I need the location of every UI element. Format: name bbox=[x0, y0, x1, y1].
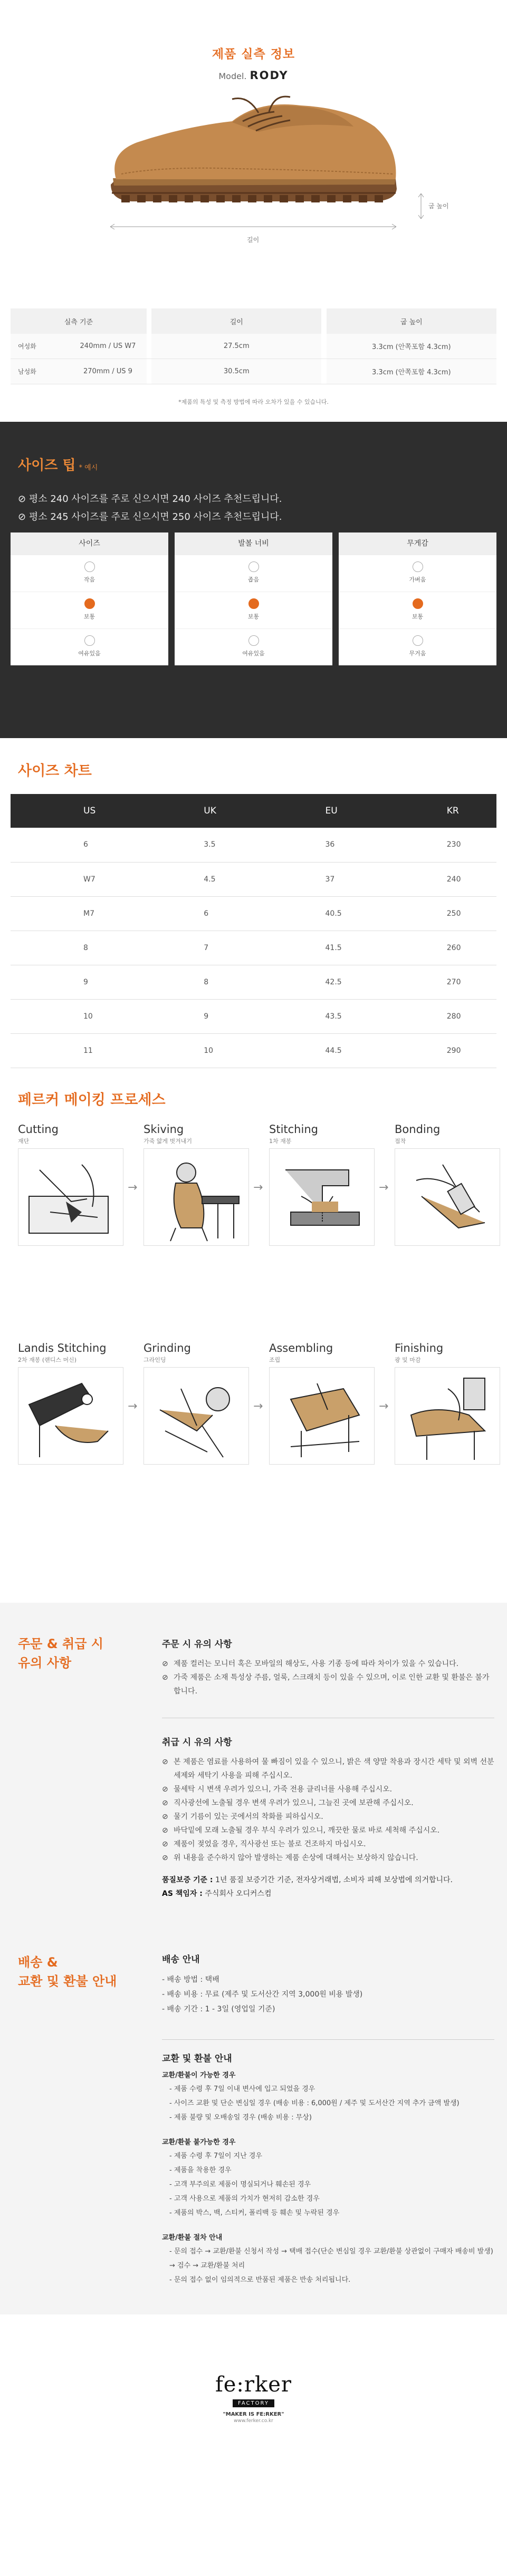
table-row bbox=[11, 965, 496, 999]
size-cell: 9 bbox=[132, 999, 253, 1033]
list-item: - 사이즈 교환 및 단순 변심일 경우 (배송 비용 : 6,000원 / 제주 및 도서산간 지역 추가 금액 발생) bbox=[169, 2099, 460, 2107]
step-title: Grinding bbox=[144, 1342, 191, 1354]
list-item: ⊘ 제품이 젖었을 경우, 직사광선 또는 불로 건조하지 마십시오. bbox=[162, 1837, 494, 1851]
size-cell: 7 bbox=[132, 931, 253, 965]
size-cell: 37 bbox=[254, 862, 375, 896]
arrow-icon: → bbox=[253, 1400, 263, 1413]
size-cell: 40.5 bbox=[254, 896, 375, 931]
tip-box-size bbox=[11, 532, 168, 665]
tip-box-header: 사이즈 bbox=[11, 532, 168, 555]
check-circle-icon: ⊘ bbox=[18, 493, 26, 505]
row-base: 240mm / US W7 bbox=[69, 334, 147, 359]
row-heel: 3.3cm (안쪽포함 4.3cm) bbox=[327, 334, 496, 359]
size-cell: 250 bbox=[375, 896, 496, 931]
handling-notice-title: 취급 시 유의 사항 bbox=[162, 1737, 232, 1748]
possible-title: 교환/환불이 가능한 경우 bbox=[162, 2071, 236, 2079]
tip-box-weight bbox=[339, 532, 496, 665]
refund-info bbox=[162, 2051, 494, 2287]
step-title: Skiving bbox=[144, 1123, 184, 1136]
size-cell: 41.5 bbox=[254, 931, 375, 965]
list-item: ⊘ 본 제품은 염료를 사용하여 물 빠짐이 있을 수 있으니, 밝은 색 양말 착용과 장시간 세탁 및 외벽 선분 세제와 세탁기 사용을 피해 주십시오. bbox=[162, 1755, 494, 1783]
shoe-illustration bbox=[100, 90, 406, 216]
grinding-illustration bbox=[144, 1367, 249, 1465]
warranty-line: 품질보증 기준 : 1년 품질 보증기간 기준, 전자상거래법, 소비자 피해 보상법에 의거합니다. bbox=[162, 1876, 453, 1884]
tip-option[interactable] bbox=[11, 555, 168, 592]
measurement-header bbox=[0, 0, 507, 82]
tip-option-label: 좁음 bbox=[247, 576, 260, 583]
list-item: - 제품을 착용한 경우 bbox=[169, 2166, 232, 2174]
as-contact-line: AS 책임자 : 주식회사 오디커스컴 bbox=[162, 1890, 272, 1898]
size-cell: 280 bbox=[375, 999, 496, 1033]
heel-label: 굽 높이 bbox=[428, 202, 449, 210]
radio-circle-icon bbox=[413, 561, 423, 572]
step-title: Cutting bbox=[18, 1123, 59, 1136]
shipping-title: 배송 & 교환 및 환불 안내 bbox=[18, 1955, 117, 1989]
size-chart-header-row bbox=[11, 794, 496, 828]
process-step-skiving bbox=[144, 1123, 249, 1246]
brand-tagline: "MAKER IS FE:RKER" bbox=[223, 2412, 284, 2417]
size-chart-header: UK bbox=[132, 794, 253, 828]
list-item: ⊘ 물기 기름이 있는 곳에서의 착화를 피하십시오. bbox=[162, 1810, 494, 1824]
size-cell: 6 bbox=[132, 896, 253, 931]
step-subtitle: 광 및 마감 bbox=[395, 1357, 421, 1363]
tip-option-label: 작음 bbox=[83, 576, 95, 583]
process-step-grinding bbox=[144, 1342, 249, 1465]
list-item: ⊘ 위 내용을 준수하지 않아 발생하는 제품 손상에 대해서는 보상하지 않습니다. bbox=[162, 1851, 494, 1865]
list-item: ⊘ 직사광선에 노출될 경우 변색 우려가 있으니, 그늘진 곳에 보관해 주십시오. bbox=[162, 1796, 494, 1810]
heel-arrow bbox=[416, 192, 426, 220]
size-cell: 8 bbox=[11, 931, 132, 965]
table-row bbox=[11, 862, 496, 896]
arrow-icon: → bbox=[379, 1181, 389, 1194]
list-item: - 제품 수령 후 7일 이내 변사에 입고 되었을 경우 bbox=[169, 2085, 315, 2093]
size-cell: 270 bbox=[375, 965, 496, 999]
size-chart-header: KR bbox=[375, 794, 496, 828]
size-chart-section bbox=[0, 738, 507, 1081]
size-cell: 290 bbox=[375, 1033, 496, 1068]
shipping-section bbox=[0, 1945, 507, 2314]
care-title: 주문 & 취급 시 유의 사항 bbox=[18, 1636, 103, 1670]
tip-option[interactable] bbox=[175, 628, 332, 665]
size-cell: 42.5 bbox=[254, 965, 375, 999]
row-gender: 여성화 bbox=[11, 334, 69, 359]
list-item: - 제품 수령 후 7일이 지난 경우 bbox=[169, 2152, 262, 2160]
check-circle-icon: ⊘ bbox=[162, 1673, 168, 1682]
radio-circle-icon bbox=[248, 635, 259, 646]
size-chart-header: US bbox=[11, 794, 132, 828]
check-circle-icon: ⊘ bbox=[18, 511, 26, 522]
finishing-illustration bbox=[395, 1367, 500, 1465]
check-circle-icon: ⊘ bbox=[162, 1758, 168, 1766]
table-row bbox=[11, 896, 496, 931]
radio-circle-icon bbox=[84, 561, 95, 572]
process-step-landis-stitching bbox=[18, 1342, 123, 1465]
step-subtitle: 조립 bbox=[269, 1357, 281, 1363]
list-item: - 문의 접수 없이 임의적으로 반품된 제품은 반송 처리됩니다. bbox=[169, 2276, 351, 2284]
check-circle-icon: ⊘ bbox=[162, 1854, 168, 1862]
process-step-assembling bbox=[269, 1342, 375, 1465]
size-cell: 10 bbox=[11, 999, 132, 1033]
order-notice bbox=[162, 1636, 494, 1698]
size-tip-title: 사이즈 팁 * 예시 bbox=[18, 458, 98, 473]
tip-option-label: 보통 bbox=[412, 613, 424, 620]
size-cell: 230 bbox=[375, 828, 496, 862]
tip-option[interactable] bbox=[339, 592, 496, 628]
radio-circle-icon bbox=[84, 635, 95, 646]
procedure-title: 교환/환불 절차 안내 bbox=[162, 2234, 223, 2242]
step-subtitle: 2차 재봉 (랜디스 머신) bbox=[18, 1357, 77, 1363]
size-chart-header: EU bbox=[254, 794, 375, 828]
size-cell: 4.5 bbox=[132, 862, 253, 896]
tip-option-label: 여유있음 bbox=[78, 650, 101, 657]
making-process-section bbox=[0, 1081, 507, 1603]
check-circle-icon: ⊘ bbox=[162, 1813, 168, 1821]
delivery-info bbox=[162, 1952, 494, 2017]
process-step-bonding bbox=[395, 1123, 500, 1246]
logo-subtext: FACTORY bbox=[233, 2399, 274, 2407]
tip-option-label: 무거움 bbox=[409, 650, 426, 657]
length-arrow bbox=[108, 221, 398, 232]
size-tip-line: ⊘ 평소 245 사이즈를 주로 신으시면 250 사이즈 추천드립니다. bbox=[18, 511, 282, 522]
size-chart-title: 사이즈 차트 bbox=[18, 763, 92, 779]
tip-option[interactable] bbox=[339, 555, 496, 592]
measurement-section bbox=[0, 0, 507, 422]
measurement-header-length: 길이 bbox=[151, 308, 321, 334]
handling-notice bbox=[162, 1735, 494, 1901]
list-item: - 배송 비용 : 무료 (제주 및 도서산간 지역 3,000원 비용 발생) bbox=[162, 1990, 363, 1999]
list-item: ⊘ 가죽 제품은 소재 특성상 주름, 얼룩, 스크래치 등이 있을 수 있으며, 이로 인한 교환 및 환불은 불가합니다. bbox=[162, 1671, 494, 1698]
measurement-row-men bbox=[11, 359, 496, 384]
size-cell: 3.5 bbox=[132, 828, 253, 862]
shoe-image bbox=[100, 90, 406, 216]
step-title: Bonding bbox=[395, 1123, 441, 1136]
measurement-header-heel: 굽 높이 bbox=[327, 308, 496, 334]
tip-option[interactable] bbox=[339, 628, 496, 665]
assembling-illustration bbox=[269, 1367, 375, 1465]
row-base: 270mm / US 9 bbox=[69, 359, 147, 384]
size-cell: 11 bbox=[11, 1033, 132, 1068]
radio-selected-icon bbox=[248, 598, 259, 609]
tip-option-label: 가벼움 bbox=[409, 576, 426, 583]
size-cell: 9 bbox=[11, 965, 132, 999]
skiving-illustration bbox=[144, 1148, 249, 1246]
tip-option-label: 보통 bbox=[83, 613, 95, 620]
tip-option[interactable] bbox=[11, 592, 168, 628]
footer-section bbox=[0, 2314, 507, 2444]
step-subtitle: 가죽 얇게 벗겨내기 bbox=[144, 1138, 193, 1145]
size-cell: W7 bbox=[11, 862, 132, 896]
bonding-illustration bbox=[395, 1148, 500, 1246]
brand-url[interactable]: www.ferker.co.kr bbox=[234, 2418, 273, 2424]
size-tip-line: ⊘ 평소 240 사이즈를 주로 신으시면 240 사이즈 추천드립니다. bbox=[18, 493, 282, 505]
list-item: ⊘ 물세탁 시 변색 우려가 있으니, 가죽 전용 클리너를 사용해 주십시오. bbox=[162, 1783, 494, 1796]
table-row bbox=[11, 999, 496, 1033]
size-cell: 260 bbox=[375, 931, 496, 965]
step-subtitle: 접착 bbox=[395, 1138, 406, 1145]
check-circle-icon: ⊘ bbox=[162, 1660, 168, 1668]
list-item: - 고객 사용으로 제품의 가치가 현저히 감소한 경우 bbox=[169, 2195, 320, 2203]
step-title: Stitching bbox=[269, 1123, 318, 1136]
delivery-title: 배송 안내 bbox=[162, 1954, 200, 1965]
radio-circle-icon bbox=[413, 635, 423, 646]
tip-option[interactable] bbox=[11, 628, 168, 665]
tip-box-width bbox=[175, 532, 332, 665]
step-subtitle: 재단 bbox=[18, 1138, 30, 1145]
logo-text: fe:rker bbox=[215, 2372, 292, 2397]
model-name: RODY bbox=[250, 69, 289, 82]
row-length: 27.5cm bbox=[151, 334, 321, 359]
measurement-row-women bbox=[11, 334, 496, 359]
check-circle-icon: ⊘ bbox=[162, 1840, 168, 1848]
step-subtitle: 1차 재봉 bbox=[269, 1138, 292, 1145]
size-cell: 8 bbox=[132, 965, 253, 999]
size-cell: 240 bbox=[375, 862, 496, 896]
care-notice-section bbox=[0, 1603, 507, 1945]
size-cell: 44.5 bbox=[254, 1033, 375, 1068]
list-item: - 제품의 박스, 백, 스티커, 폴리백 등 훼손 및 누락된 경우 bbox=[169, 2209, 340, 2217]
size-cell: 10 bbox=[132, 1033, 253, 1068]
row-length: 30.5cm bbox=[151, 359, 321, 384]
step-title: Finishing bbox=[395, 1342, 444, 1354]
table-row bbox=[11, 1033, 496, 1068]
cutting-illustration bbox=[18, 1148, 123, 1246]
list-item: - 고객 부주의로 제품이 명실되거나 훼손된 경우 bbox=[169, 2181, 311, 2188]
step-subtitle: 그라인딩 bbox=[144, 1357, 166, 1363]
table-row bbox=[11, 931, 496, 965]
brand-logo bbox=[0, 2372, 507, 2424]
model-line bbox=[0, 69, 507, 82]
arrow-icon: → bbox=[253, 1181, 263, 1194]
process-title: 페르커 메이킹 프로세스 bbox=[18, 1092, 166, 1108]
radio-circle-icon bbox=[248, 561, 259, 572]
tip-option[interactable] bbox=[175, 592, 332, 628]
radio-selected-icon bbox=[413, 598, 423, 609]
landis-stitching-illustration bbox=[18, 1367, 123, 1465]
tip-option[interactable] bbox=[175, 555, 332, 592]
measurement-table bbox=[11, 308, 496, 384]
process-step-stitching bbox=[269, 1123, 375, 1246]
tip-option-label: 여유있음 bbox=[242, 650, 265, 657]
size-tip-section bbox=[0, 422, 507, 738]
radio-selected-icon bbox=[84, 598, 95, 609]
measurement-note: *제품의 특성 및 측정 방법에 따라 오차가 있을 수 있습니다. bbox=[178, 399, 329, 405]
divider bbox=[162, 2039, 494, 2040]
tip-option-label: 보통 bbox=[247, 613, 260, 620]
tip-box-header: 무게감 bbox=[339, 532, 496, 555]
size-cell: 36 bbox=[254, 828, 375, 862]
measurement-title: 제품 실측 정보 bbox=[212, 47, 295, 61]
size-cell: 43.5 bbox=[254, 999, 375, 1033]
list-item: - 배송 기간 : 1 - 3일 (영업일 기준) bbox=[162, 2005, 275, 2013]
order-notice-title: 주문 시 유의 사항 bbox=[162, 1639, 232, 1650]
list-item: - 배송 방법 : 택배 bbox=[162, 1975, 219, 1984]
size-tip-subtitle: * 예시 bbox=[79, 464, 98, 472]
list-item: ⊘ 바닥밑에 모래 노출될 경우 부식 우려가 있으니, 깨끗한 물로 바로 세척해 주십시오. bbox=[162, 1824, 494, 1837]
arrow-icon: → bbox=[128, 1400, 138, 1413]
impossible-title: 교환/환불 불가능한 경우 bbox=[162, 2138, 236, 2146]
row-heel: 3.3cm (안쪽포함 4.3cm) bbox=[327, 359, 496, 384]
process-step-finishing bbox=[395, 1342, 500, 1465]
refund-title: 교환 및 환불 안내 bbox=[162, 2054, 232, 2064]
measurement-header-base: 실측 기준 bbox=[11, 308, 147, 334]
table-row bbox=[11, 828, 496, 862]
check-circle-icon: ⊘ bbox=[162, 1799, 168, 1807]
model-prefix: Model. bbox=[218, 71, 247, 81]
stitching-illustration bbox=[269, 1148, 375, 1246]
process-step-cutting bbox=[18, 1123, 123, 1246]
arrow-icon: → bbox=[128, 1181, 138, 1194]
size-chart-table bbox=[11, 794, 496, 1102]
tip-box-header: 발볼 너비 bbox=[175, 532, 332, 555]
check-circle-icon: ⊘ bbox=[162, 1826, 168, 1835]
list-item: ⊘ 제품 컬러는 모니터 혹은 모바일의 해상도, 사용 기종 등에 따라 차이가 있을 수 있습니다. bbox=[162, 1657, 494, 1671]
size-cell: M7 bbox=[11, 896, 132, 931]
list-item: - 문의 접수 → 교환/환불 신청서 작성 → 택배 접수(단순 변심일 경우 교환/환불 상관없이 구매자 배송비 발생) → 검수 → 교환/환불 처리 bbox=[169, 2248, 493, 2270]
row-gender: 남성화 bbox=[11, 359, 69, 384]
check-circle-icon: ⊘ bbox=[162, 1785, 168, 1794]
step-title: Assembling bbox=[269, 1342, 333, 1354]
arrow-icon: → bbox=[379, 1400, 389, 1413]
measurement-table-header bbox=[11, 308, 496, 334]
list-item: - 제품 불량 및 오배송일 경우 (배송 비용 : 무상) bbox=[169, 2114, 312, 2122]
step-title: Landis Stitching bbox=[18, 1342, 107, 1354]
length-label: 길이 bbox=[247, 236, 260, 244]
size-cell: 6 bbox=[11, 828, 132, 862]
